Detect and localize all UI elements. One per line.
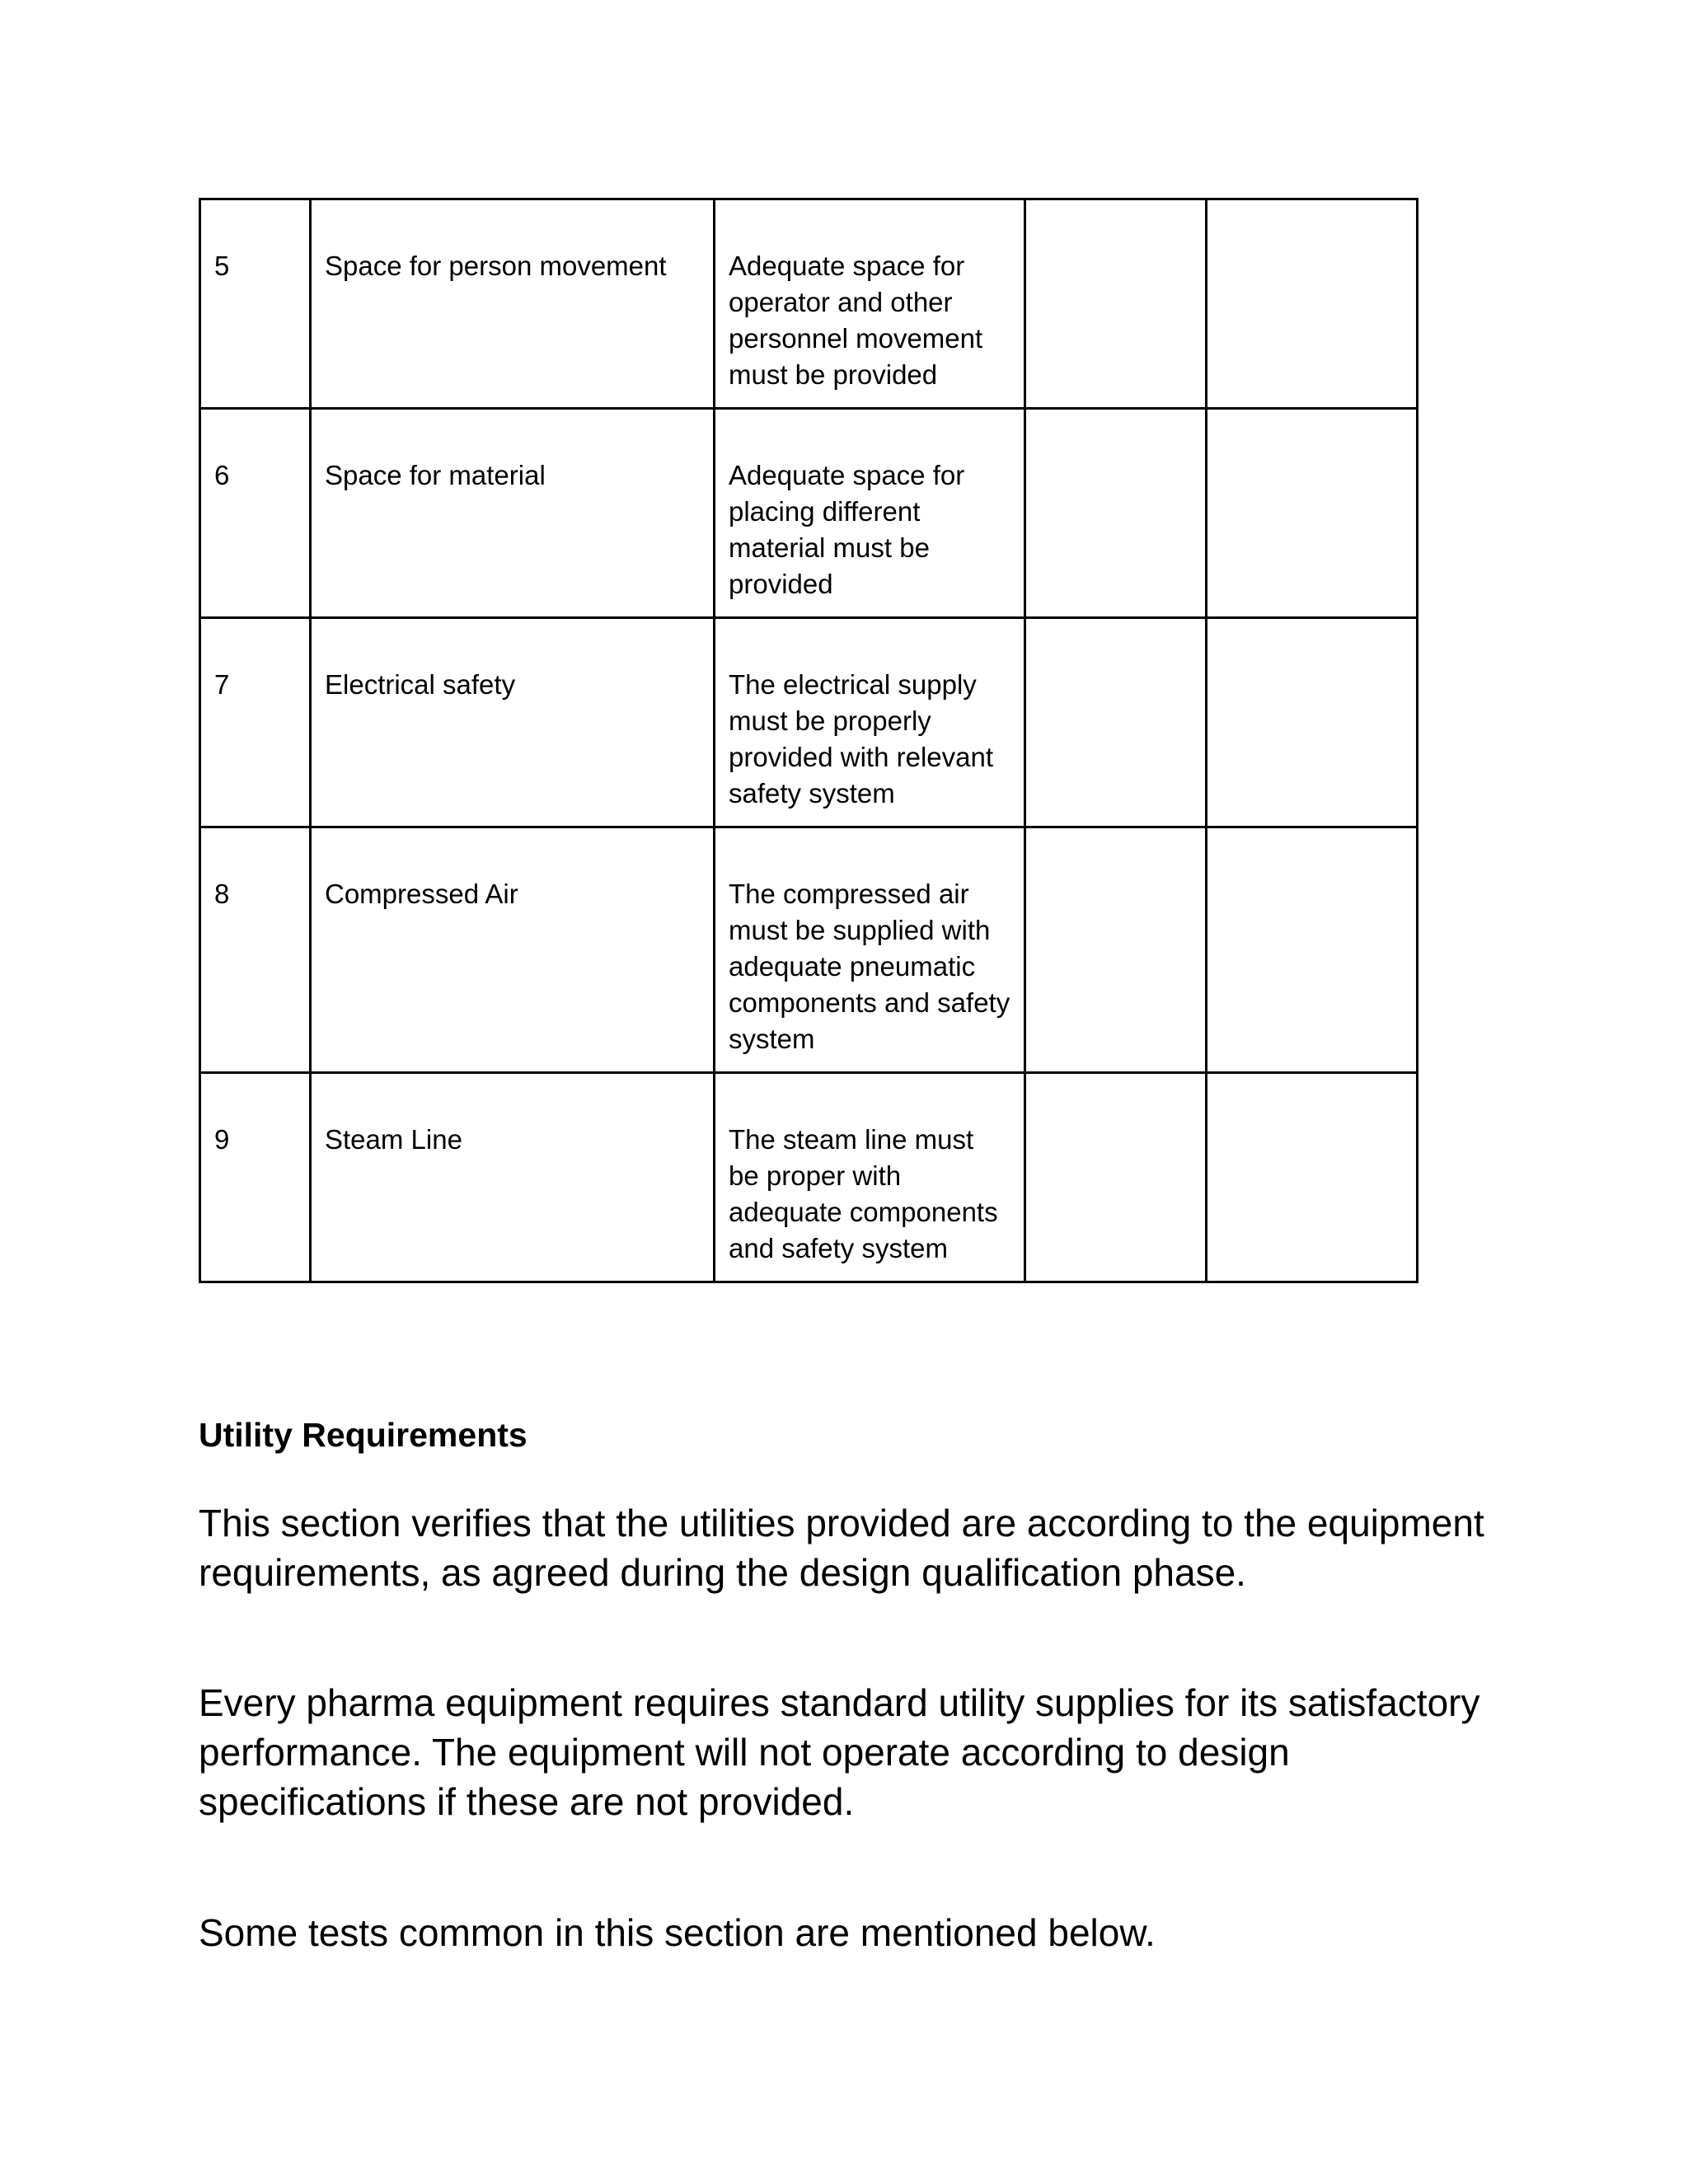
row-number: 7 <box>200 618 311 827</box>
table-row <box>200 409 1418 618</box>
section-title: Utility Requirements <box>199 1416 528 1454</box>
row-parameter: Compressed Air <box>311 827 715 1073</box>
row-cell-empty <box>1025 1073 1207 1282</box>
row-cell-empty <box>1025 827 1207 1073</box>
row-number: 9 <box>200 1073 311 1282</box>
row-number: 8 <box>200 827 311 1073</box>
section-paragraph: Every pharma equipment requires standard utility supplies for its satisfactory performance. The equipment will not operate according to design specifications if these are not provided. <box>199 1681 1480 1823</box>
row-cell-empty <box>1207 199 1418 409</box>
row-specification: The steam line must be proper with adequate components and safety system <box>715 1073 1025 1282</box>
row-number: 6 <box>200 409 311 618</box>
row-specification: Adequate space for operator and other personnel movement must be provided <box>715 199 1025 409</box>
row-cell-empty <box>1025 618 1207 827</box>
row-cell-empty <box>1207 827 1418 1073</box>
row-specification: The compressed air must be supplied with adequate pneumatic components and safety system <box>715 827 1025 1073</box>
row-cell-empty <box>1207 409 1418 618</box>
row-specification: Adequate space for placing different material must be provided <box>715 409 1025 618</box>
row-cell-empty <box>1025 199 1207 409</box>
table-row <box>200 1073 1418 1282</box>
section-paragraph: Some tests common in this section are mentioned below. <box>199 1911 1156 1954</box>
qualification-table <box>199 198 1418 1283</box>
row-parameter: Space for material <box>311 409 715 618</box>
row-cell-empty <box>1025 409 1207 618</box>
row-cell-empty <box>1207 1073 1418 1282</box>
row-parameter: Space for person movement <box>311 199 715 409</box>
row-number: 5 <box>200 199 311 409</box>
row-cell-empty <box>1207 618 1418 827</box>
row-parameter: Electrical safety <box>311 618 715 827</box>
row-specification: The electrical supply must be properly provided with relevant safety system <box>715 618 1025 827</box>
table-row <box>200 618 1418 827</box>
section-paragraph: This section verifies that the utilities provided are according to the equipment requirements, as agreed during the design qualification phase. <box>199 1502 1484 1594</box>
table-row <box>200 199 1418 409</box>
row-parameter: Steam Line <box>311 1073 715 1282</box>
table-row <box>200 827 1418 1073</box>
